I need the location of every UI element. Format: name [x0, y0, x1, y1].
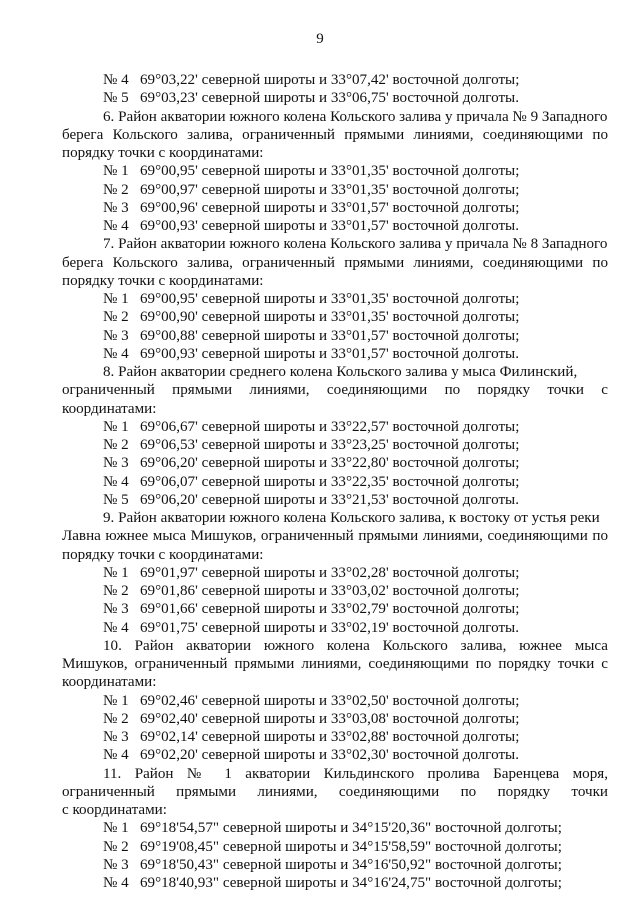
- section-9-text: Лавна южнее мыса Мишуков, ограниченный прямыми линиями, соединяющими по: [62, 528, 608, 545]
- section-11-heading: 11. Район № 1 акватории Кильдинского пролива Баренцева моря,: [103, 765, 608, 782]
- point-number: № 5: [103, 491, 129, 508]
- coordinate-point: [0, 88, 640, 108]
- section-10-text-end: координатами:: [62, 674, 157, 691]
- section-11-text: ограниченный прямыми линиями, соединяющими по порядку точки: [62, 783, 608, 800]
- section-10-heading: 10. Район акватории южного колена Кольского залива, южнее мыса: [103, 637, 608, 654]
- section-9-heading: 9. Район акватории южного колена Кольского залива, к востоку от устья реки: [103, 510, 600, 526]
- point-coordinates: 69°06,07' северной широты и 33°22,35' восточной долготы;: [140, 473, 520, 490]
- point-coordinates: 69°00,96' северной широты и 33°01,57' восточной долготы;: [140, 199, 520, 216]
- point-coordinates: 69°03,23' северной широты и 33°06,75' восточной долготы.: [140, 90, 519, 107]
- coordinate-point: [0, 855, 640, 875]
- section-7-heading: 7. Район акватории южного колена Кольского залива у причала № 8 Западного: [103, 236, 608, 253]
- coordinate-point: [0, 818, 640, 838]
- point-coordinates: 69°03,22' северной широты и 33°07,42' восточной долготы;: [140, 72, 520, 88]
- point-coordinates: 69°01,66' северной широты и 33°02,79' восточной долготы;: [140, 601, 520, 618]
- point-number: № 2: [103, 838, 129, 855]
- point-coordinates: 69°02,14' северной широты и 33°02,88' восточной долготы;: [140, 729, 520, 745]
- coordinate-point: [0, 180, 640, 200]
- section-8-text: ограниченный прямыми линиями, соединяющими по порядку точки с: [62, 382, 608, 399]
- point-coordinates: 69°00,93' северной широты и 33°01,57' восточной долготы.: [140, 218, 519, 234]
- point-number: № 4: [103, 473, 129, 490]
- coordinate-point: [0, 307, 640, 327]
- coordinate-point: [0, 490, 640, 510]
- point-coordinates: 69°18'40,93" северной широты и 34°16'24,75" восточной долготы;: [140, 875, 562, 891]
- coordinate-point: [0, 873, 640, 893]
- point-coordinates: 69°02,46' северной широты и 33°02,50' восточной долготы;: [140, 692, 520, 709]
- point-number: № 2: [103, 309, 129, 326]
- section-9-text-end: порядку точки с координатами:: [62, 546, 264, 563]
- coordinate-point: [0, 198, 640, 218]
- coordinate-point: [0, 745, 640, 765]
- point-coordinates: 69°00,97' северной широты и 33°01,35' восточной долготы;: [140, 181, 520, 198]
- coordinate-point: [0, 289, 640, 309]
- section-7-text: берега Кольского залива, ограниченный прямыми линиями, соединяющими по: [62, 254, 608, 271]
- section-6-heading: 6. Район акватории южного колена Кольского залива у причала № 9 Западного: [103, 108, 608, 125]
- coordinate-point: [0, 727, 640, 747]
- point-number: № 4: [103, 747, 129, 764]
- point-coordinates: 69°01,75' северной широты и 33°02,19' восточной долготы.: [140, 619, 519, 636]
- point-number: № 3: [103, 601, 129, 618]
- point-coordinates: 69°18'50,43" северной широты и 34°16'50,92" восточной долготы;: [140, 856, 562, 873]
- point-number: № 2: [103, 583, 129, 599]
- section-6-text: берега Кольского залива, ограниченный прямыми линиями, соединяющими по: [62, 126, 608, 143]
- coordinate-point: [0, 161, 640, 181]
- point-number: № 1: [103, 564, 129, 581]
- point-coordinates: 69°00,90' северной широты и 33°01,35' восточной долготы;: [140, 309, 520, 326]
- point-number: № 1: [103, 291, 129, 307]
- point-number: № 3: [103, 455, 129, 472]
- coordinate-point: [0, 435, 640, 455]
- coordinate-point: [0, 453, 640, 473]
- point-number: № 4: [103, 619, 129, 636]
- coordinate-point: [0, 709, 640, 729]
- coordinate-point: [0, 70, 640, 90]
- point-number: № 3: [103, 729, 129, 745]
- coordinate-point: [0, 326, 640, 346]
- point-number: № 4: [103, 875, 129, 891]
- point-coordinates: 69°00,88' северной широты и 33°01,57' восточной долготы;: [140, 327, 520, 344]
- point-number: № 3: [103, 199, 129, 216]
- point-coordinates: 69°18'54,57" северной широты и 34°15'20,36" восточной долготы;: [140, 820, 562, 837]
- point-number: № 4: [103, 72, 129, 88]
- point-coordinates: 69°02,40' северной широты и 33°03,08' восточной долготы;: [140, 710, 520, 727]
- point-coordinates: 69°01,97' северной широты и 33°02,28' восточной долготы;: [140, 564, 520, 581]
- point-number: № 4: [103, 345, 129, 362]
- point-number: № 2: [103, 437, 129, 453]
- coordinate-point: [0, 618, 640, 638]
- coordinate-point: [0, 599, 640, 619]
- coordinate-point: [0, 837, 640, 857]
- point-coordinates: 69°06,20' северной широты и 33°22,80' восточной долготы;: [140, 455, 520, 472]
- point-coordinates: 69°02,20' северной широты и 33°02,30' восточной долготы.: [140, 747, 519, 764]
- point-coordinates: 69°00,93' северной широты и 33°01,57' восточной долготы.: [140, 345, 519, 362]
- point-number: № 5: [103, 90, 129, 107]
- section-7-text-end: порядку точки с координатами:: [62, 272, 264, 289]
- point-number: № 2: [103, 181, 129, 198]
- section-6-text-end: порядку точки с координатами:: [62, 145, 264, 161]
- point-coordinates: 69°06,67' северной широты и 33°22,57' восточной долготы;: [140, 418, 520, 435]
- section-11-text-end: с координатами:: [62, 802, 167, 818]
- point-number: № 1: [103, 692, 129, 709]
- coordinate-point: [0, 581, 640, 601]
- coordinate-point: [0, 691, 640, 711]
- point-number: № 3: [103, 856, 129, 873]
- point-number: № 2: [103, 710, 129, 727]
- point-number: № 1: [103, 820, 129, 837]
- section-10-text: Мишуков, ограниченный прямыми линиями, соединяющими по порядку точки с: [62, 656, 608, 672]
- section-8-heading: 8. Район акватории среднего колена Кольского залива у мыса Филинский,: [103, 364, 578, 380]
- point-number: № 1: [103, 163, 129, 180]
- coordinate-point: [0, 563, 640, 583]
- point-number: № 3: [103, 327, 129, 344]
- point-number: № 1: [103, 418, 129, 435]
- coordinate-point: [0, 472, 640, 492]
- point-coordinates: 69°00,95' северной широты и 33°01,35' восточной долготы;: [140, 291, 520, 307]
- point-coordinates: 69°00,95' северной широты и 33°01,35' восточной долготы;: [140, 163, 520, 180]
- point-coordinates: 69°06,53' северной широты и 33°23,25' восточной долготы;: [140, 437, 520, 453]
- coordinate-point: [0, 417, 640, 437]
- point-number: № 4: [103, 218, 129, 234]
- point-coordinates: 69°06,20' северной широты и 33°21,53' восточной долготы.: [140, 491, 519, 508]
- page-number: 9: [316, 31, 324, 47]
- point-coordinates: 69°01,86' северной широты и 33°03,02' восточной долготы;: [140, 583, 520, 599]
- coordinate-point: [0, 344, 640, 364]
- section-8-text-end: координатами:: [62, 400, 157, 417]
- coordinate-point: [0, 216, 640, 236]
- point-coordinates: 69°19'08,45" северной широты и 34°15'58,59" восточной долготы;: [140, 838, 562, 855]
